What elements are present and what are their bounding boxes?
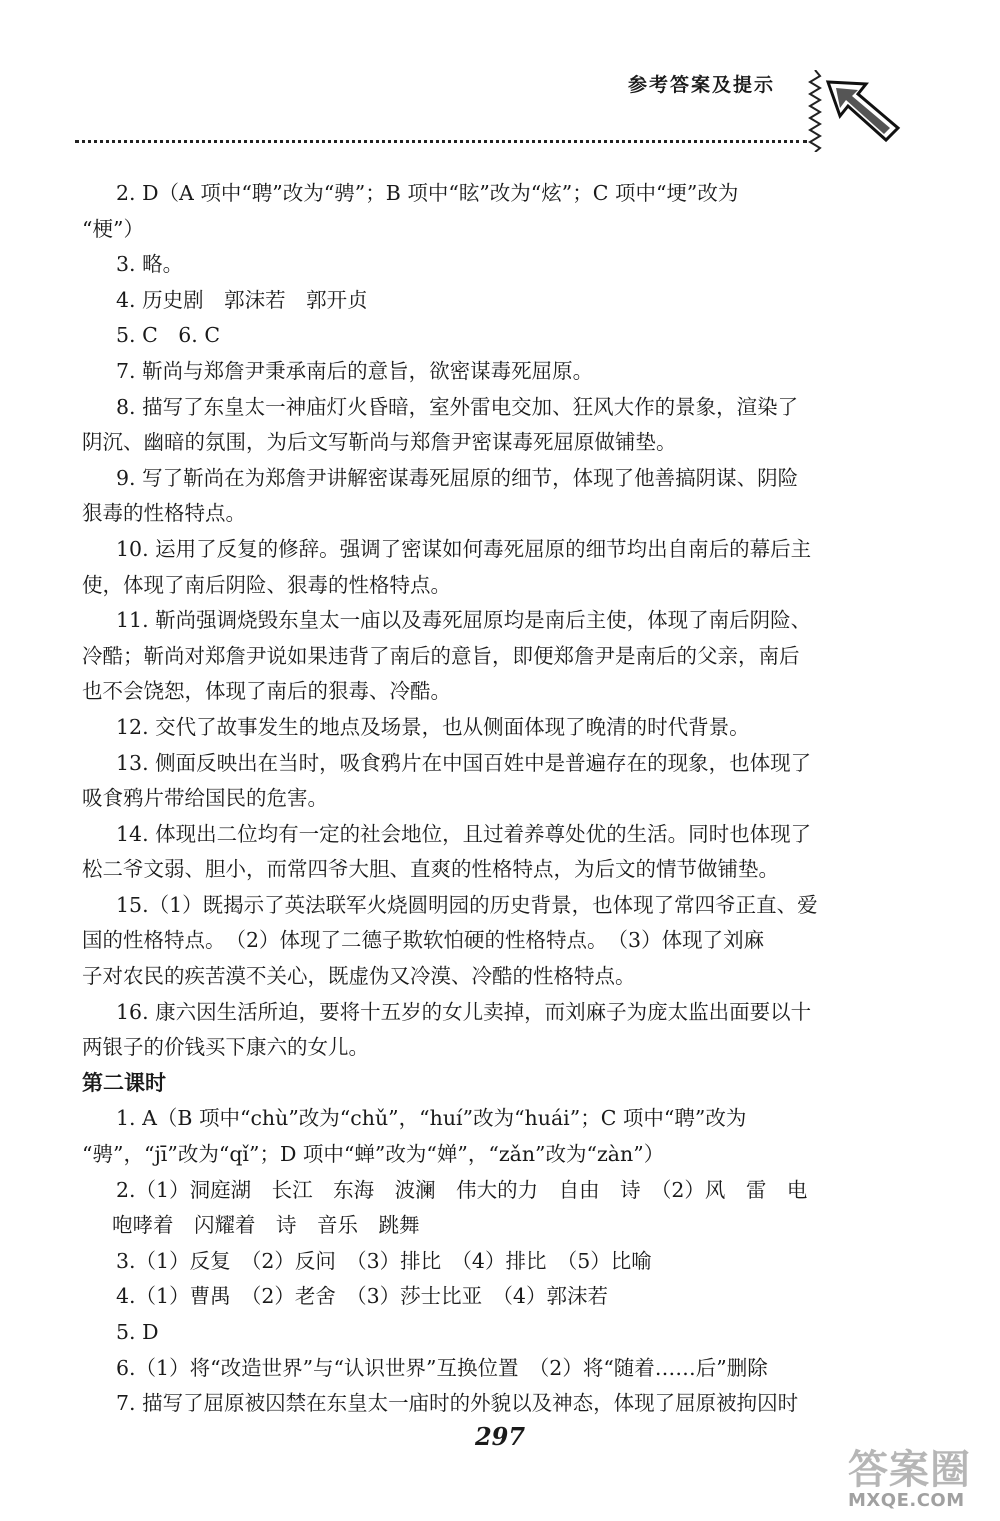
text-line: 7. 靳尚与郑詹尹秉承南后的意旨，欲密谋毒死屈原。 bbox=[116, 358, 594, 383]
text-line: 16. 康六因生活所迫，要将十五岁的女儿卖掉，而刘麻子为庞太监出面要以十 bbox=[116, 999, 812, 1024]
text-line: 3.（1）反复 （2）反问 （3）排比 （4）排比 （5）比喻 bbox=[116, 1248, 652, 1273]
text-line: 7. 描写了屈原被囚禁在东皇太一庙时的外貌以及神态，体现了屈原被拘囚时 bbox=[116, 1391, 799, 1416]
watermark-url: MXQE.COM bbox=[848, 1490, 965, 1511]
text-line: 3. 略。 bbox=[116, 252, 184, 277]
section-title: 第二课时 bbox=[82, 1070, 166, 1095]
text-line: “梗”） bbox=[82, 216, 144, 241]
answer-content bbox=[82, 176, 912, 1422]
text-line: 11. 靳尚强调烧毁东皇太一庙以及毒死屈原均是南后主使，体现了南后阴险、 bbox=[116, 608, 812, 633]
arrow-logo-icon bbox=[822, 76, 902, 146]
text-line: 咆哮着 闪耀着 诗 音乐 跳舞 bbox=[112, 1213, 420, 1238]
text-line: 两银子的价钱买下康六的女儿。 bbox=[82, 1035, 369, 1060]
text-line: 阴沉、幽暗的氛围，为后文写靳尚与郑詹尹密谋毒死屈原做铺垫。 bbox=[82, 430, 677, 455]
page-header-title: 参考答案及提示 bbox=[628, 74, 776, 96]
page-number: 297 bbox=[474, 1422, 526, 1451]
text-line: 9. 写了靳尚在为郑詹尹讲解密谋毒死屈原的细节，体现了他善搞阴谋、阴险 bbox=[116, 465, 799, 490]
zigzag-border-icon bbox=[808, 70, 822, 152]
text-line: 10. 运用了反复的修辞。强调了密谋如何毒死屈原的细节均出自南后的幕后主 bbox=[116, 536, 812, 561]
text-line: 6.（1）将“改造世界”与“认识世界”互换位置 （2）将“随着……后”删除 bbox=[116, 1355, 768, 1380]
watermark bbox=[838, 1436, 998, 1518]
text-line: 狠毒的性格特点。 bbox=[82, 501, 246, 526]
text-line: “骋”，“jī”改为“qǐ”；D 项中“蝉”改为“婵”，“zǎn”改为“zàn”） bbox=[82, 1142, 665, 1167]
watermark-logo-text: 答案圈 bbox=[848, 1447, 971, 1493]
text-line: 2. D（A 项中“聘”改为“骋”；B 项中“眩”改为“炫”；C 项中“埂”改为 bbox=[116, 181, 739, 205]
text-line: 5. C 6. C bbox=[116, 323, 221, 348]
text-line: 冷酷；靳尚对郑詹尹说如果违背了南后的意旨，即便郑詹尹是南后的父亲，南后 bbox=[82, 643, 800, 668]
text-line: 13. 侧面反映出在当时，吸食鸦片在中国百姓中是普遍存在的现象，也体现了 bbox=[116, 750, 812, 775]
text-line: 4.（1）曹禺 （2）老舍 （3）莎士比亚 （4）郭沫若 bbox=[116, 1284, 608, 1309]
text-line: 15.（1）既揭示了英法联军火烧圆明园的历史背景，也体现了常四爷正直、爱 bbox=[116, 892, 818, 917]
text-line: 2.（1）洞庭湖 长江 东海 波澜 伟大的力 自由 诗 （2）风 雷 电 bbox=[116, 1177, 808, 1202]
text-line: 8. 描写了东皇太一神庙灯火昏暗，室外雷电交加、狂风大作的景象，渲染了 bbox=[116, 394, 799, 419]
text-line: 松二爷文弱、胆小，而常四爷大胆、直爽的性格特点，为后文的情节做铺垫。 bbox=[82, 857, 779, 882]
text-line: 使，体现了南后阴险、狠毒的性格特点。 bbox=[82, 572, 451, 597]
header-dotted-rule bbox=[75, 140, 807, 143]
text-line: 12. 交代了故事发生的地点及场景，也从侧面体现了晚清的时代背景。 bbox=[116, 714, 750, 739]
text-line: 4. 历史剧 郭沫若 郭开贞 bbox=[116, 287, 368, 312]
text-line: 国的性格特点。 （2）体现了二德子欺软怕硬的性格特点。 （3）体现了刘麻 bbox=[82, 928, 765, 953]
text-line: 14. 体现出二位均有一定的社会地位，且过着养尊处优的生活。同时也体现了 bbox=[116, 821, 812, 846]
text-line: 也不会饶恕，体现了南后的狠毒、冷酷。 bbox=[82, 679, 451, 704]
text-line: 1. A（B 项中“chù”改为“chǔ”，“huí”改为“huái”；C 项中“聘”改为 bbox=[116, 1106, 747, 1131]
text-line: 5. D bbox=[116, 1320, 159, 1344]
text-line: 子对农民的疾苦漠不关心，既虚伪又冷漠、冷酷的性格特点。 bbox=[82, 964, 636, 989]
text-line: 吸食鸦片带给国民的危害。 bbox=[82, 786, 328, 811]
